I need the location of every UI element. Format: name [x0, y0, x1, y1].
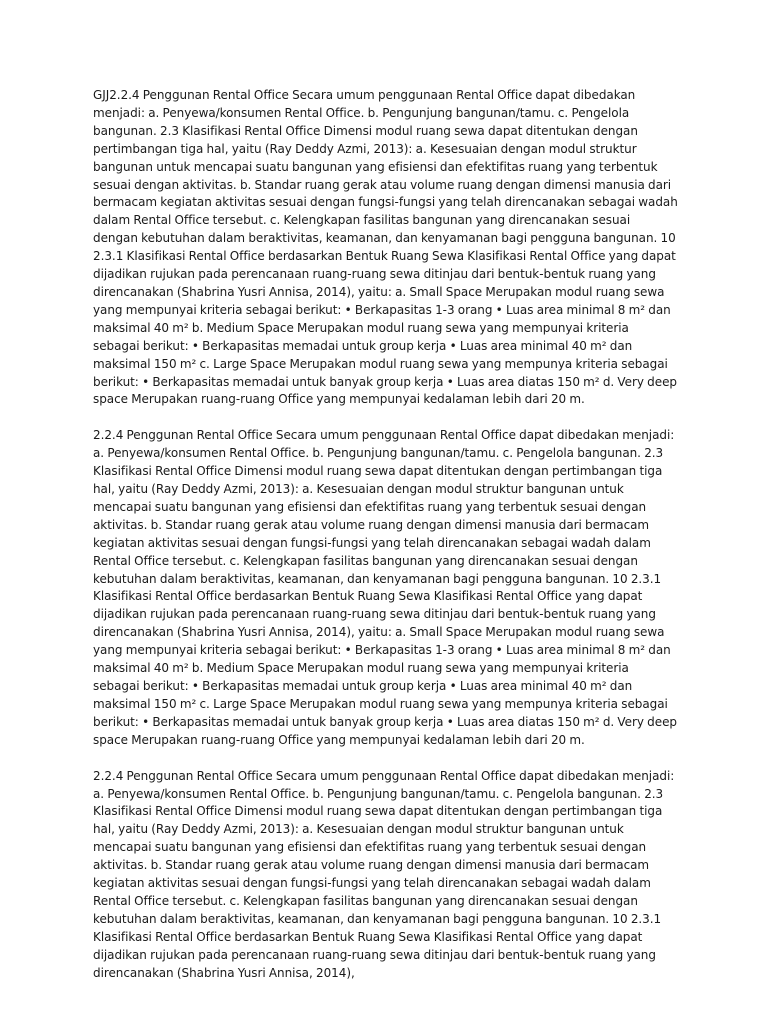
document-body	[93, 87, 678, 1001]
paragraph-1: GJJ2.2.4 Penggunan Rental Office Secara umum penggunaan Rental Office dapat dibedakan menjadi: a. Penyewa/konsumen Rental Office. b. Pengunjung bangunan/tamu. c. Pengelola bangunan. 2.3 Klasifikasi Rental Office Dimensi modul ruang sewa dapat ditentukan dengan pertimbangan tiga hal, yaitu (Ray Deddy Azmi, 2013): a. Kesesuaian dengan modul struktur bangunan untuk mencapai suatu bangunan yang efisiensi dan efektifitas ruang yang terbentuk sesuai dengan aktivitas. b. Standar ruang gerak atau volume ruang dengan dimensi manusia dari bermacam kegiatan aktivitas sesuai dengan fungsi-fungsi yang telah direncanakan sebagai wadah dalam Rental Office tersebut. c. Kelengkapan fasilitas bangunan yang direncanakan sesuai dengan kebutuhan dalam beraktivitas, keamanan, dan kenyamanan bagi pengguna bangunan. 10 2.3.1 Klasifikasi Rental Office berdasarkan Bentuk Ruang Sewa Klasifikasi Rental Office yang dapat dijadikan rujukan pada perencanaan ruang-ruang sewa ditinjau dari bentuk-bentuk ruang yang direncanakan (Shabrina Yusri Annisa, 2014), yaitu: a. Small Space Merupakan modul ruang sewa yang mempunyai kriteria sebagai berikut: • Berkapasitas 1-3 orang • Luas area minimal 8 m² dan maksimal 40 m² b. Medium Space Merupakan modul ruang sewa yang mempunyai kriteria sebagai berikut: • Berkapasitas memadai untuk group kerja • Luas area minimal 40 m² dan maksimal 150 m² c. Large Space Merupakan modul ruang sewa yang mempunya kriteria sebagai berikut: • Berkapasitas memadai untuk banyak group kerja • Luas area diatas 150 m² d. Very deep space Merupakan ruang-ruang Office yang mempunyai kedalaman lebih dari 20 m.	[93, 88, 678, 407]
paragraph-3: 2.2.4 Penggunan Rental Office Secara umum penggunaan Rental Office dapat dibedakan menjadi: a. Penyewa/konsumen Rental Office. b. Pengunjung bangunan/tamu. c. Pengelola bangunan. 2.3 Klasifikasi Rental Office Dimensi modul ruang sewa dapat ditentukan dengan pertimbangan tiga hal, yaitu (Ray Deddy Azmi, 2013): a. Kesesuaian dengan modul struktur bangunan untuk mencapai suatu bangunan yang efisiensi dan efektifitas ruang yang terbentuk sesuai dengan aktivitas. b. Standar ruang gerak atau volume ruang dengan dimensi manusia dari bermacam kegiatan aktivitas sesuai dengan fungsi-fungsi yang telah direncanakan sebagai wadah dalam Rental Office tersebut. c. Kelengkapan fasilitas bangunan yang direncanakan sesuai dengan kebutuhan dalam beraktivitas, keamanan, dan kenyamanan bagi pengguna bangunan. 10 2.3.1 Klasifikasi Rental Office berdasarkan Bentuk Ruang Sewa Klasifikasi Rental Office yang dapat dijadikan rujukan pada perencanaan ruang-ruang sewa ditinjau dari bentuk-bentuk ruang yang direncanakan (Shabrina Yusri Annisa, 2014),	[93, 768, 675, 980]
paragraph-2: 2.2.4 Penggunan Rental Office Secara umum penggunaan Rental Office dapat dibedakan menjadi: a. Penyewa/konsumen Rental Office. b. Pengunjung bangunan/tamu. c. Pengelola bangunan. 2.3 Klasifikasi Rental Office Dimensi modul ruang sewa dapat ditentukan dengan pertimbangan tiga hal, yaitu (Ray Deddy Azmi, 2013): a. Kesesuaian dengan modul struktur bangunan untuk mencapai suatu bangunan yang efisiensi dan efektifitas ruang yang terbentuk sesuai dengan aktivitas. b. Standar ruang gerak atau volume ruang dengan dimensi manusia dari bermacam kegiatan aktivitas sesuai dengan fungsi-fungsi yang telah direncanakan sebagai wadah dalam Rental Office tersebut. c. Kelengkapan fasilitas bangunan yang direncanakan sesuai dengan kebutuhan dalam beraktivitas, keamanan, dan kenyamanan bagi pengguna bangunan. 10 2.3.1 Klasifikasi Rental Office berdasarkan Bentuk Ruang Sewa Klasifikasi Rental Office yang dapat dijadikan rujukan pada perencanaan ruang-ruang sewa ditinjau dari bentuk-bentuk ruang yang direncanakan (Shabrina Yusri Annisa, 2014), yaitu: a. Small Space Merupakan modul ruang sewa yang mempunyai kriteria sebagai berikut: • Berkapasitas 1-3 orang • Luas area minimal 8 m² dan maksimal 40 m² b. Medium Space Merupakan modul ruang sewa yang mempunyai kriteria sebagai berikut: • Berkapasitas memadai untuk group kerja • Luas area minimal 40 m² dan maksimal 150 m² c. Large Space Merupakan modul ruang sewa yang mempunya kriteria sebagai berikut: • Berkapasitas memadai untuk banyak group kerja • Luas area diatas 150 m² d. Very deep space Merupakan ruang-ruang Office yang mempunyai kedalaman lebih dari 20 m.	[93, 428, 677, 747]
